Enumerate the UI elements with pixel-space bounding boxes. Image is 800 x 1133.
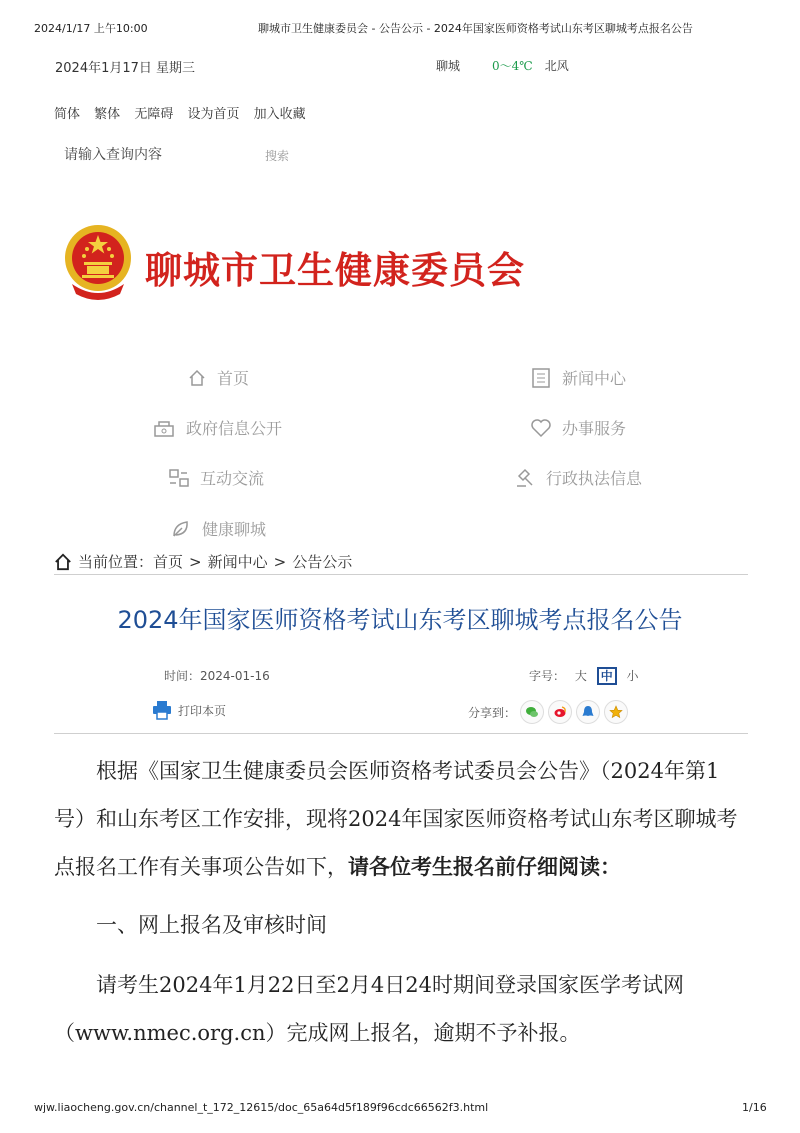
breadcrumb-separator: > [273,552,287,571]
gavel-icon [514,467,536,489]
weibo-icon[interactable] [548,700,572,724]
section-heading-1: 一、网上报名及审核时间 [96,913,327,937]
article-title: 2024年国家医师资格考试山东考区聊城考点报名公告 [117,606,683,634]
article-body [54,747,748,1057]
nav-service-label: 办事服务 [562,419,627,438]
nav-law-label: 行政执法信息 [546,469,643,488]
publish-date: 2024-01-16 [200,669,270,683]
font-size-label: 字号： [529,669,566,683]
nav-health[interactable] [170,517,266,540]
breadcrumb-prefix: 当前位置： [78,553,154,571]
font-size-small[interactable]: 小 [626,669,639,683]
weather-temp: 0～4℃ [492,59,533,73]
newspaper-icon [530,367,552,389]
breadcrumb-notices[interactable]: 公告公示 [292,553,353,571]
font-size-medium[interactable]: 中 [597,667,617,685]
print-url: wjw.liaocheng.gov.cn/channel_t_172_12615/doc_65a64d5f189f96cdc66562f3.html [34,1101,489,1114]
link-add-favorite[interactable]: 加入收藏 [253,107,306,122]
link-simplified[interactable]: 简体 [54,107,81,122]
nav-home-label: 首页 [217,369,250,388]
link-traditional[interactable]: 繁体 [94,107,121,122]
site-title: 聊城市卫生健康委员会 [145,249,525,292]
paragraph-1 [54,747,748,891]
breadcrumb-news[interactable]: 新闻中心 [207,553,268,571]
search-input[interactable] [58,144,260,166]
nav-gov-info-label: 政府信息公开 [186,419,283,438]
nav-gov-info[interactable] [152,416,282,439]
qq-icon[interactable] [576,700,600,724]
nav-interaction[interactable] [168,466,264,489]
nav-news[interactable] [530,366,626,389]
nav-health-label: 健康聊城 [202,520,267,539]
divider [54,574,748,575]
nav-service[interactable] [530,416,626,439]
divider [54,733,748,734]
breadcrumb [54,551,352,572]
leaf-icon [170,519,192,539]
print-datetime: 2024/1/17 上午10:00 [34,22,148,35]
paragraph-1-text: 根据《国家卫生健康委员会医师资格考试委员会公告》（2024年第1号）和山东考区工作安排，现将2024年国家医师资格考试山东考区聊城考点报名工作有关事项公告如下， [54,759,738,879]
qzone-icon[interactable] [604,700,628,724]
nav-news-label: 新闻中心 [562,369,627,388]
print-page-number: 1/16 [742,1101,767,1114]
article-date [164,667,270,684]
home-icon [54,553,72,571]
weather-widget [436,57,569,74]
paragraph-1-emphasis: 请各位考生报名前仔细阅读： [348,855,621,879]
current-date: 2024年1月17日 星期三 [55,61,196,76]
font-size-large[interactable]: 大 [574,669,587,683]
heart-icon [530,418,552,438]
wechat-icon[interactable] [520,700,544,724]
breadcrumb-home[interactable]: 首页 [153,553,184,571]
paragraph-2: 请考生2024年1月22日至2月4日24时期间登录国家医学考试网（www.nmec.org.cn）完成网上报名，逾期不予补报。 [54,973,684,1045]
link-accessibility[interactable]: 无障碍 [134,107,174,122]
top-links [54,103,316,122]
weather-city: 聊城 [436,59,461,73]
nav-law[interactable] [514,466,642,489]
exchange-icon [168,468,190,488]
font-size-control [529,667,639,684]
share-label: 分享到： [468,705,517,720]
print-button[interactable] [152,700,226,720]
share-bar [468,700,628,724]
time-label: 时间： [164,669,201,683]
national-emblem-icon [62,222,134,302]
link-set-homepage[interactable]: 设为首页 [187,107,240,122]
search-button[interactable]: 搜索 [265,149,290,163]
breadcrumb-separator: > [189,552,202,571]
home-icon [187,368,207,388]
nav-interaction-label: 互动交流 [200,469,265,488]
print-label: 打印本页 [178,703,227,718]
printer-icon [152,700,172,720]
nav-home[interactable] [187,366,249,389]
weather-wind: 北风 [544,59,569,73]
building-icon [152,418,176,438]
print-page-title: 聊城市卫生健康委员会 - 公告公示 - 2024年国家医师资格考试山东考区聊城考点报名公告 [258,22,693,35]
